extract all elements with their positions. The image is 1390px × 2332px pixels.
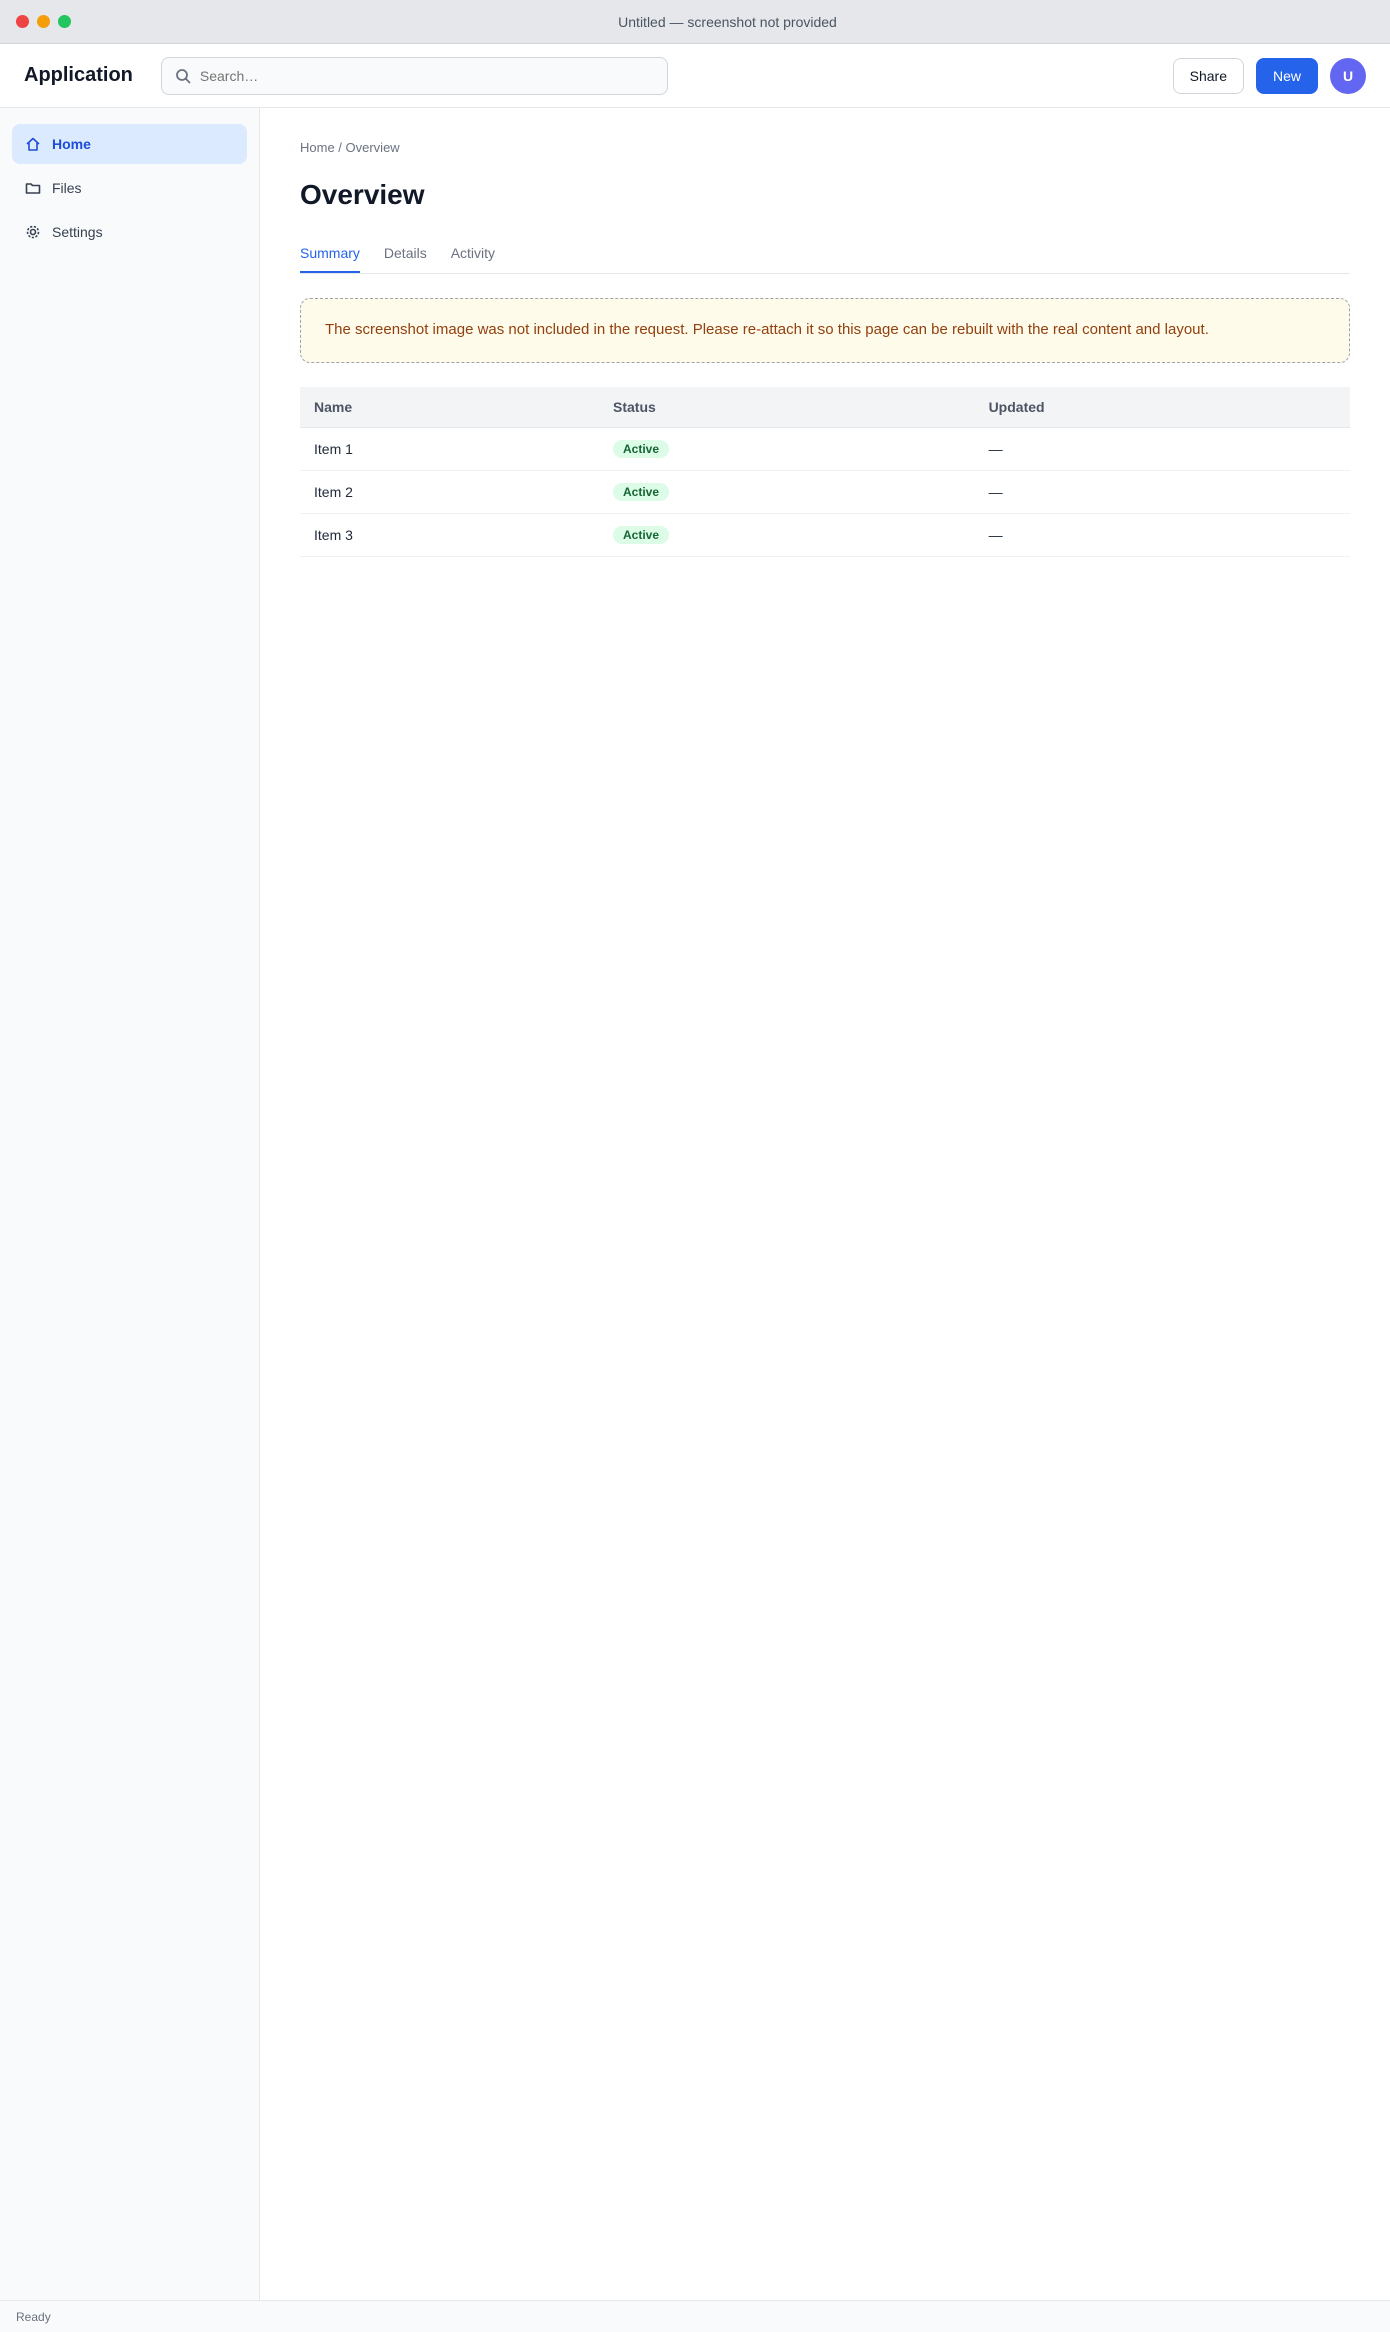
window-controls (16, 15, 71, 28)
share-button[interactable]: Share (1173, 58, 1244, 94)
home-icon (24, 135, 42, 153)
cell-updated: — (975, 427, 1350, 470)
cell-name: Item 1 (300, 427, 599, 470)
column-header[interactable]: Updated (975, 387, 1350, 428)
new-button[interactable]: New (1256, 58, 1318, 94)
tab-summary[interactable]: Summary (300, 235, 360, 273)
cell-name: Item 3 (300, 513, 599, 556)
sidebar-item-home[interactable] (12, 124, 247, 164)
table-row[interactable] (300, 470, 1350, 513)
sidebar-item-label: Settings (52, 224, 103, 240)
gear-icon (24, 223, 42, 241)
main-content (260, 108, 1390, 2300)
search-input[interactable] (200, 68, 655, 84)
sidebar-item-label: Home (52, 136, 91, 152)
app-name: Application (24, 64, 133, 86)
status-bar: Ready (0, 2300, 1390, 2332)
status-badge: Active (613, 440, 669, 458)
table-row[interactable] (300, 427, 1350, 470)
tab-activity[interactable]: Activity (450, 245, 496, 261)
maximize-window-button[interactable] (58, 15, 71, 28)
column-header[interactable]: Status (599, 387, 975, 428)
sidebar-item-label: Files (52, 180, 82, 196)
column-header[interactable]: Name (300, 387, 599, 428)
close-window-button[interactable] (16, 15, 29, 28)
cell-name: Item 2 (300, 470, 599, 513)
cell-status (599, 427, 975, 470)
folder-icon (24, 179, 42, 197)
table-row[interactable] (300, 513, 1350, 556)
window-title: Untitled — screenshot not provided (618, 13, 837, 30)
sidebar-item-settings[interactable] (12, 212, 247, 252)
table-header-row (300, 387, 1350, 428)
cell-updated: — (975, 513, 1350, 556)
breadcrumb: Home / Overview (300, 140, 400, 155)
tab-details[interactable]: Details (383, 245, 427, 261)
page-title: Overview (300, 179, 425, 210)
app-body (0, 108, 1390, 2300)
minimize-window-button[interactable] (37, 15, 50, 28)
sidebar (0, 108, 260, 2300)
status-badge: Active (613, 526, 669, 544)
search-icon (174, 67, 192, 85)
search-box[interactable] (161, 57, 668, 95)
cell-status (599, 470, 975, 513)
status-badge: Active (613, 483, 669, 501)
cell-status (599, 513, 975, 556)
tab-bar (300, 235, 1350, 274)
toolbar (0, 44, 1390, 108)
data-table (300, 387, 1350, 557)
missing-image-notice: The screenshot image was not included in the request. Please re-attach it so this page can be rebuilt with the real content and layout. (300, 298, 1350, 363)
cell-updated: — (975, 470, 1350, 513)
avatar[interactable]: U (1330, 58, 1366, 94)
sidebar-item-files[interactable] (12, 168, 247, 208)
title-bar (0, 0, 1390, 44)
